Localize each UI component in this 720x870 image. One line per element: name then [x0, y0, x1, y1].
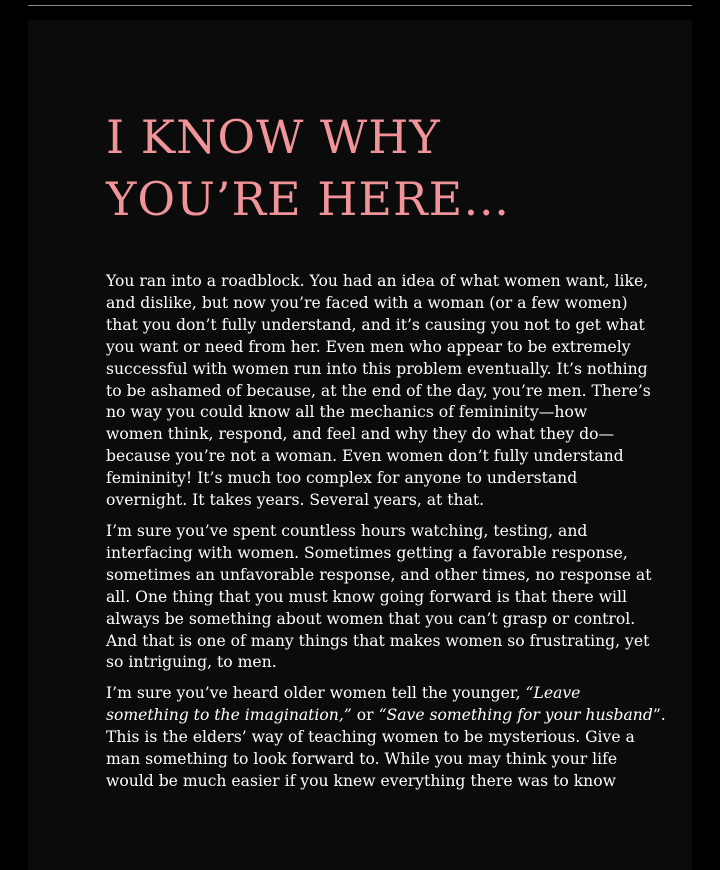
text-line: that you don’t fully understand, and it’s causing you not to get what: [106, 315, 645, 334]
text-line: overnight. It takes years. Several years, at that.: [106, 491, 485, 510]
quote-text: “Leave: [525, 684, 581, 703]
chapter-title: [106, 106, 510, 230]
text-line: always be something about women that you can’t grasp or control.: [106, 609, 636, 628]
quote-text: something to the imagination,”: [106, 706, 352, 725]
book-page: [28, 20, 692, 870]
text-run: ”.: [652, 706, 666, 725]
quote-text: “Save something for your husband: [378, 706, 653, 725]
text-line: all. One thing that you must know going forward is that there will: [106, 587, 627, 606]
text-line: women think, respond, and feel and why they do what they do—: [106, 425, 615, 444]
chapter-title-line: I KNOW WHY: [106, 110, 441, 164]
text-line: I’m sure you’ve spent countless hours watching, testing, and: [106, 521, 588, 540]
text-line: because you’re not a woman. Even women don’t fully understand: [106, 447, 624, 466]
body-text: [106, 271, 666, 802]
text-line: you want or need from her. Even men who appear to be extremely: [106, 337, 631, 356]
text-line: This is the elders’ way of teaching women to be mysterious. Give a: [106, 728, 635, 747]
paragraph: [106, 271, 651, 512]
text-line: and dislike, but now you’re faced with a woman (or a few women): [106, 293, 628, 312]
text-run: or: [351, 706, 379, 725]
text-line: And that is one of many things that makes women so frustrating, yet: [106, 631, 650, 650]
text-line: femininity! It’s much too complex for anyone to understand: [106, 469, 578, 488]
toolbar-divider: [28, 5, 692, 6]
text-line: man something to look forward to. While you may think your life: [106, 750, 618, 769]
text-line: so intriguing, to men.: [106, 653, 277, 672]
text-line: no way you could know all the mechanics of femininity—how: [106, 403, 588, 422]
paragraph: [106, 683, 666, 793]
chapter-title-line: YOU’RE HERE…: [106, 172, 511, 226]
text-line: would be much easier if you knew everything there was to know: [106, 771, 616, 790]
paragraph: [106, 521, 652, 674]
text-run: I’m sure you’ve heard older women tell the younger,: [106, 684, 526, 703]
text-line: [106, 705, 666, 727]
text-line: sometimes an unfavorable response, and other times, no response at: [106, 565, 652, 584]
text-line: to be ashamed of because, at the end of the day, you’re men. There’s: [106, 381, 651, 400]
text-line: [106, 683, 626, 705]
text-line: You ran into a roadblock. You had an idea of what women want, like,: [106, 272, 649, 290]
text-line: interfacing with women. Sometimes getting a favorable response,: [106, 543, 628, 562]
text-line: successful with women run into this problem eventually. It’s nothing: [106, 359, 648, 378]
